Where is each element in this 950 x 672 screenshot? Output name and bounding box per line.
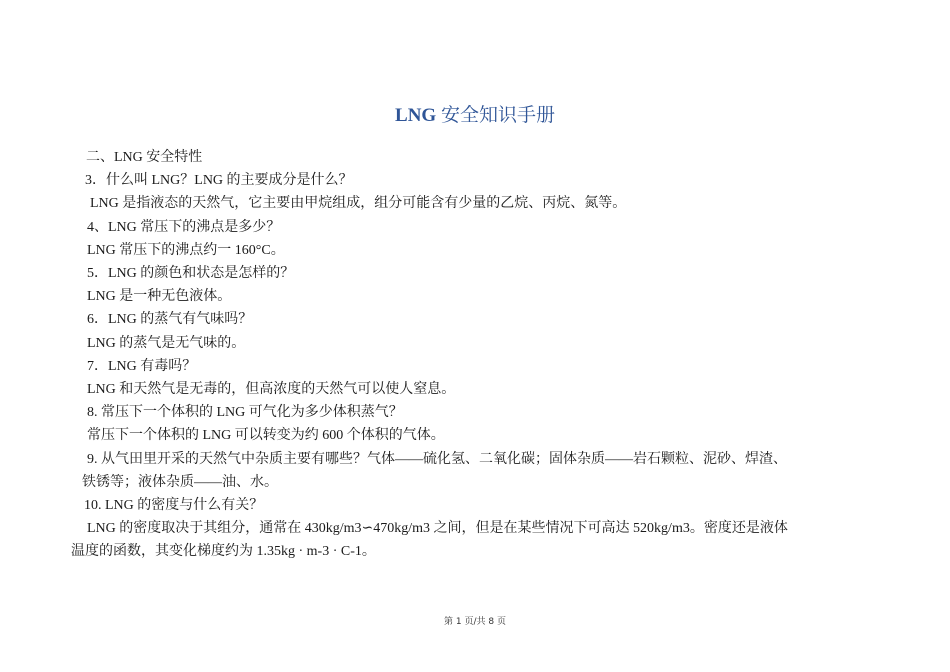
title-text: 安全知识手册	[436, 105, 555, 126]
question-8: 8. 常压下一个体积的 LNG 可气化为多少体积蒸气？	[87, 405, 403, 421]
section-heading: 二、LNG 安全特性	[86, 150, 203, 165]
question-9: 9. 从气田里开采的天然气中杂质主要有哪些？气体——硫化氢、二氧化碳；固体杂质——岩石颗粒、泥砂、焊渣、	[87, 451, 787, 467]
answer-10-continued: 温度的函数，其变化梯度约为 1.35kg · m-3 · C-1。	[71, 544, 376, 560]
question-7: 7．LNG 有毒吗？	[87, 358, 197, 374]
question-6: 6．LNG 的蒸气有气味吗？	[87, 312, 253, 328]
answer-7: LNG 和天然气是无毒的，但高浓度的天然气可以使人窒息。	[87, 382, 456, 398]
question-3: 3．什么叫 LNG？LNG 的主要成分是什么？	[85, 173, 353, 189]
page-footer: 第 1 页/共 8 页	[444, 617, 506, 627]
question-10: 10. LNG 的密度与什么有关？	[84, 498, 264, 514]
document-body	[0, 146, 950, 564]
answer-8: 常压下一个体积的 LNG 可以转变为约 600 个体积的气体。	[87, 428, 445, 444]
answer-5: LNG 是一种无色液体。	[87, 289, 232, 305]
answer-4: LNG 常压下的沸点约一 160°C。	[87, 242, 285, 258]
question-4: 4、LNG 常压下的沸点是多少？	[87, 219, 281, 235]
question-9-continued: 铁锈等；液体杂质——油、水。	[82, 474, 278, 490]
answer-3: LNG 是指液态的天然气，它主要由甲烷组成，组分可能含有少量的乙烷、丙烷、氮等。	[90, 196, 627, 212]
answer-10: LNG 的密度取决于其组分，通常在 430kg/m3∽470kg/m3 之间，但是在某些情况下可高达 520kg/m3。密度还是液体	[87, 521, 788, 537]
title-latin: LNG	[395, 105, 437, 126]
answer-6: LNG 的蒸气是无气味的。	[87, 335, 246, 351]
question-5: 5．LNG 的颜色和状态是怎样的？	[87, 266, 295, 282]
document-title	[0, 100, 950, 127]
